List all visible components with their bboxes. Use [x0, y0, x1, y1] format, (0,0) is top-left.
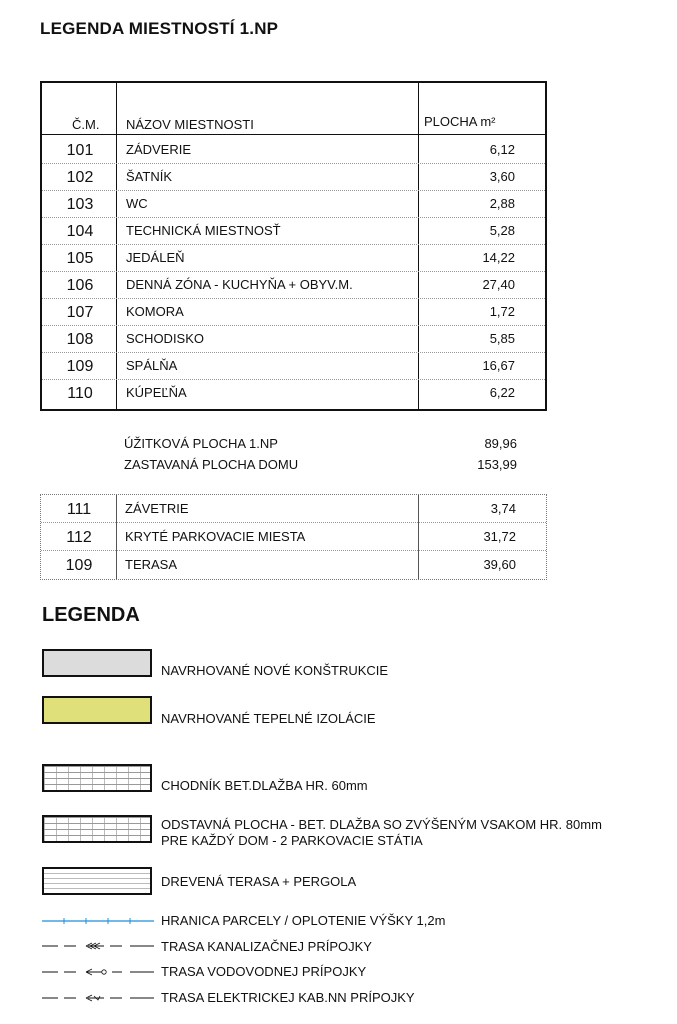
new-construction-swatch	[42, 649, 152, 677]
room-area: 31,72	[483, 529, 516, 544]
table-row	[42, 272, 545, 299]
header-name: NÁZOV MIESTNOSTI	[126, 117, 254, 132]
room-area: 1,72	[489, 304, 515, 319]
room-number: 109	[65, 557, 93, 574]
row-separator	[41, 522, 546, 523]
sewer-line-icon	[42, 941, 154, 951]
useful-area-label: ÚŽITKOVÁ PLOCHA 1.NP	[124, 436, 278, 451]
room-number: 110	[67, 385, 93, 402]
room-area: 27,40	[482, 277, 515, 292]
table-row	[41, 524, 546, 551]
room-number: 112	[66, 529, 92, 546]
legend-label: HRANICA PARCELY / OPLOTENIE VÝŠKY 1,2m	[161, 913, 446, 928]
table-row	[42, 191, 545, 218]
table-row	[42, 353, 545, 380]
room-number: 111	[66, 501, 92, 518]
room-area: 39,60	[483, 557, 516, 572]
built-area-label: ZASTAVANÁ PLOCHA DOMU	[124, 457, 299, 472]
table-row	[42, 380, 545, 407]
page-title: LEGENDA MIESTNOSTÍ 1.NP	[40, 19, 279, 38]
room-name: TERASA	[125, 557, 178, 572]
room-name: ZÁVETRIE	[125, 501, 189, 516]
room-name: DENNÁ ZÓNA - KUCHYŇA + OBYV.M.	[126, 277, 353, 292]
room-name: KRYTÉ PARKOVACIE MIESTA	[125, 529, 306, 544]
room-name: SCHODISKO	[126, 331, 205, 346]
useful-area-value: 89,96	[484, 436, 517, 451]
table-row	[42, 299, 545, 326]
exterior-table	[40, 494, 547, 580]
legend-label: CHODNÍK BET.DLAŽBA HR. 60mm	[161, 778, 368, 793]
room-name: ZÁDVERIE	[126, 142, 192, 157]
room-number: 102	[66, 169, 94, 186]
room-name: KOMORA	[126, 304, 184, 319]
room-area: 6,22	[489, 385, 515, 400]
legend-label: ODSTAVNÁ PLOCHA - BET. DLAŽBA SO ZVÝŠENÝM VSAKOM HR. 80mm	[161, 817, 602, 832]
table-row	[42, 164, 545, 191]
table-row	[41, 496, 546, 523]
electric-line-icon	[42, 993, 154, 1003]
room-name: ŠATNÍK	[126, 169, 172, 184]
legend-label: DREVENÁ TERASA + PERGOLA	[161, 874, 357, 889]
room-area: 16,67	[482, 358, 515, 373]
room-area: 6,12	[489, 142, 515, 157]
water-line-icon	[42, 967, 154, 977]
room-number: 101	[66, 142, 94, 159]
table-row	[42, 326, 545, 353]
room-number: 107	[66, 304, 94, 321]
paving-swatch	[42, 764, 152, 792]
room-name: SPÁLŇA	[126, 358, 178, 373]
built-area-value: 153,99	[477, 457, 517, 472]
room-number: 109	[66, 358, 94, 375]
legend-label: TRASA VODOVODNEJ PRÍPOJKY	[161, 964, 367, 979]
parcel-boundary-line-icon	[42, 916, 154, 926]
room-number: 104	[66, 223, 94, 240]
legend-label: NAVRHOVANÉ TEPELNÉ IZOLÁCIE	[161, 711, 376, 726]
table-row	[42, 245, 545, 272]
room-area: 3,60	[489, 169, 515, 184]
room-number: 105	[66, 250, 94, 267]
header-area: PLOCHA m²	[424, 114, 496, 129]
parking-paving-swatch	[42, 815, 152, 843]
room-area: 14,22	[482, 250, 515, 265]
header-num: Č.M.	[72, 117, 100, 132]
room-area: 3,74	[490, 501, 516, 516]
legend-title: LEGENDA	[42, 604, 140, 626]
legend-label: TRASA KANALIZAČNEJ PRÍPOJKY	[161, 939, 372, 954]
room-area: 5,28	[489, 223, 515, 238]
row-separator	[41, 550, 546, 551]
terrace-swatch	[42, 867, 152, 895]
room-number: 103	[66, 196, 94, 213]
room-number: 106	[66, 277, 94, 294]
table-row	[41, 552, 546, 579]
room-area: 5,85	[489, 331, 515, 346]
insulation-swatch	[42, 696, 152, 724]
room-number: 108	[66, 331, 94, 348]
legend-label: TRASA ELEKTRICKEJ KAB.NN PRÍPOJKY	[161, 990, 415, 1005]
rooms-table	[40, 81, 547, 411]
header-separator	[42, 134, 545, 135]
table-row	[42, 137, 545, 164]
room-area: 2,88	[489, 196, 515, 211]
legend-label: NAVRHOVANÉ NOVÉ KONŠTRUKCIE	[161, 663, 389, 678]
room-name: JEDÁLEŇ	[126, 250, 185, 265]
room-name: KÚPEĽŇA	[126, 385, 187, 400]
legend-label-line2: PRE KAŽDÝ DOM - 2 PARKOVACIE STÁTIA	[161, 833, 423, 848]
room-name: TECHNICKÁ MIESTNOSŤ	[126, 223, 281, 238]
table-row	[42, 218, 545, 245]
room-name: WC	[126, 196, 148, 211]
